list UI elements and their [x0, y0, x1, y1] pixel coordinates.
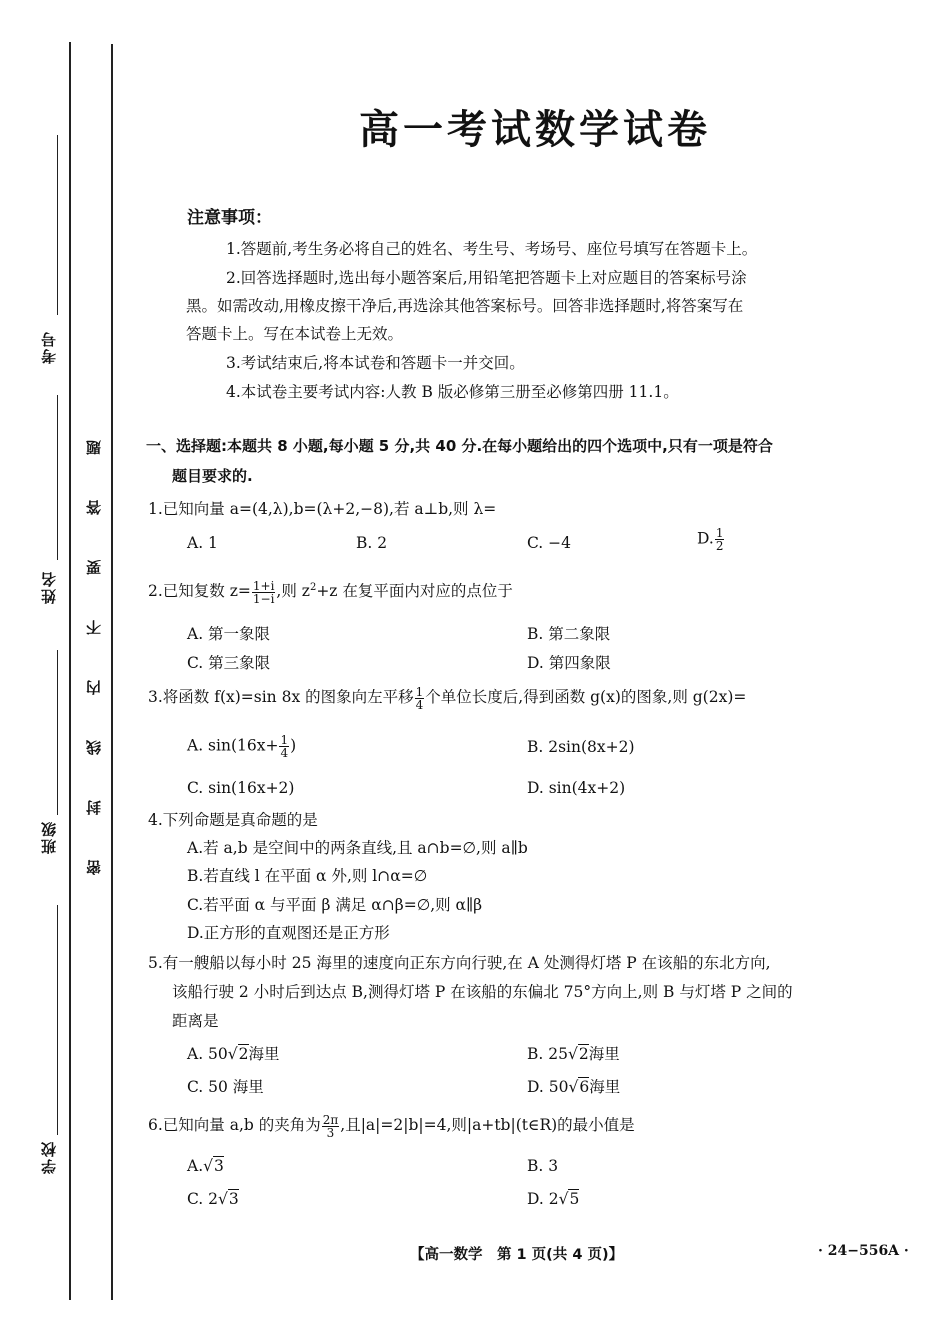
question-2-stem: 2.已知复数 z= $\frac{1+i}{1-i}$ ,则 $z^2+z$ 在复平面内对应的点位于	[148, 578, 513, 606]
notice-line: 答题卡上。写在本试卷上无效。	[186, 325, 404, 343]
question-5-stem-cont: 该船行驶 2 小时后到达点 B,测得灯塔 P 在该船的东偏北 75°方向上,则 B 与灯塔 P 之间的	[172, 983, 793, 1001]
section-heading-cont: 题目要求的.	[172, 467, 253, 485]
q6-option-b: B. 3	[527, 1157, 559, 1175]
q6-option-c: C. 2√3	[187, 1190, 239, 1208]
q5-option-d: D. 50√6海里	[527, 1078, 621, 1096]
q4-option-a: A.若 a,b 是空间中的两条直线,且 a∩b=∅,则 a∥b	[187, 839, 528, 857]
seal-char: 线	[85, 740, 103, 755]
school-label: 学校	[40, 1140, 58, 1174]
q1-option-c: C. −4	[527, 534, 572, 552]
section-heading: 一、选择题:本题共 8 小题,每小题 5 分,共 40 分.在每小题给出的四个选项中,只有一项是符合	[146, 437, 773, 455]
seal-char: 密	[85, 860, 103, 875]
q3-option-c: C. sin(16x+2)	[187, 779, 295, 797]
exam-no-label: 考号	[40, 330, 58, 364]
seal-char: 要	[85, 560, 103, 575]
q3-option-a: A. sin(16x+ $\frac{1}{4}$ )	[187, 733, 297, 760]
seal-char: 内	[85, 680, 103, 695]
question-4-stem: 4.下列命题是真命题的是	[148, 811, 318, 829]
seal-char: 不	[85, 620, 103, 635]
notice-line: 2.回答选择题时,选出每小题答案后,用铅笔把答题卡上对应题目的答案标号涂	[226, 269, 747, 287]
notice-heading: 注意事项：	[187, 208, 272, 228]
q5-option-c: C. 50 海里	[187, 1078, 264, 1096]
name-underline	[57, 395, 58, 560]
q4-option-b: B.若直线 l 在平面 α 外,则 l∩α=∅	[187, 867, 428, 885]
q5-option-b: B. 25√2海里	[527, 1045, 620, 1063]
school-underline	[57, 905, 58, 1135]
q2-option-c: C. 第三象限	[187, 654, 271, 672]
q3-option-b: B. 2sin(8x+2)	[527, 738, 635, 756]
binding-line-outer	[69, 42, 71, 1300]
paper-code: · 24−556A ·	[818, 1243, 909, 1259]
seal-char: 题	[85, 440, 103, 455]
q1-option-b: B. 2	[356, 534, 388, 552]
notice-line: 1.答题前,考生务必将自己的姓名、考生号、考场号、座位号填写在答题卡上。	[226, 240, 758, 258]
question-5-stem: 5.有一艘船以每小时 25 海里的速度向正东方向行驶,在 A 处测得灯塔 P 在该船的东北方向,	[148, 954, 771, 972]
q6-option-d: D. 2√5	[527, 1190, 580, 1208]
question-6-stem: 6.已知向量 a,b 的夹角为 $\frac{2\pi}{3}$ ,且|a|=2|b|=4,则|a+tb|(t∈R)的最小值是	[148, 1112, 635, 1140]
seal-char: 封	[85, 800, 103, 815]
q2-option-b: B. 第二象限	[527, 625, 611, 643]
q2-option-d: D. 第四象限	[527, 654, 611, 672]
q5-option-a: A. 50√2海里	[187, 1045, 280, 1063]
page-footer: 【高一数学 第 1 页(共 4 页)】	[410, 1247, 624, 1263]
question-3-stem: 3.将函数 f(x)=sin 8x 的图象向左平移 $\frac{1}{4}$ 个单位长度后,得到函数 g(x)的图象,则 g(2x)=	[148, 684, 747, 712]
class-label: 班级	[40, 820, 58, 854]
q1-option-d: D. $\frac{1}{2}$	[697, 526, 724, 553]
q4-option-c: C.若平面 α 与平面 β 满足 α∩β=∅,则 α∥β	[187, 896, 483, 914]
notice-line: 4.本试卷主要考试内容:人教 B 版必修第三册至必修第四册 11.1。	[226, 383, 679, 401]
binding-line-inner	[111, 44, 113, 1300]
notice-line: 黑。如需改动,用橡皮擦干净后,再选涂其他答案标号。回答非选择题时,将答案写在	[186, 297, 744, 315]
class-underline	[57, 650, 58, 815]
q2-option-a: A. 第一象限	[187, 625, 271, 643]
q6-option-a: A.√3	[187, 1157, 224, 1175]
q1-option-a: A. 1	[187, 534, 218, 552]
q4-option-d: D.正方形的直观图还是正方形	[187, 924, 390, 942]
question-5-stem-cont: 距离是	[172, 1012, 219, 1030]
q3-option-d: D. sin(4x+2)	[527, 779, 626, 797]
page-title: 高一考试数学试卷	[359, 107, 711, 153]
notice-line: 3.考试结束后,将本试卷和答题卡一并交回。	[226, 354, 525, 372]
seal-char: 答	[85, 500, 103, 515]
name-label: 姓名	[40, 570, 58, 604]
exam-no-underline	[57, 135, 58, 315]
question-1-stem: 1.已知向量 a=(4,λ),b=(λ+2,−8),若 a⊥b,则 λ=	[148, 500, 497, 518]
